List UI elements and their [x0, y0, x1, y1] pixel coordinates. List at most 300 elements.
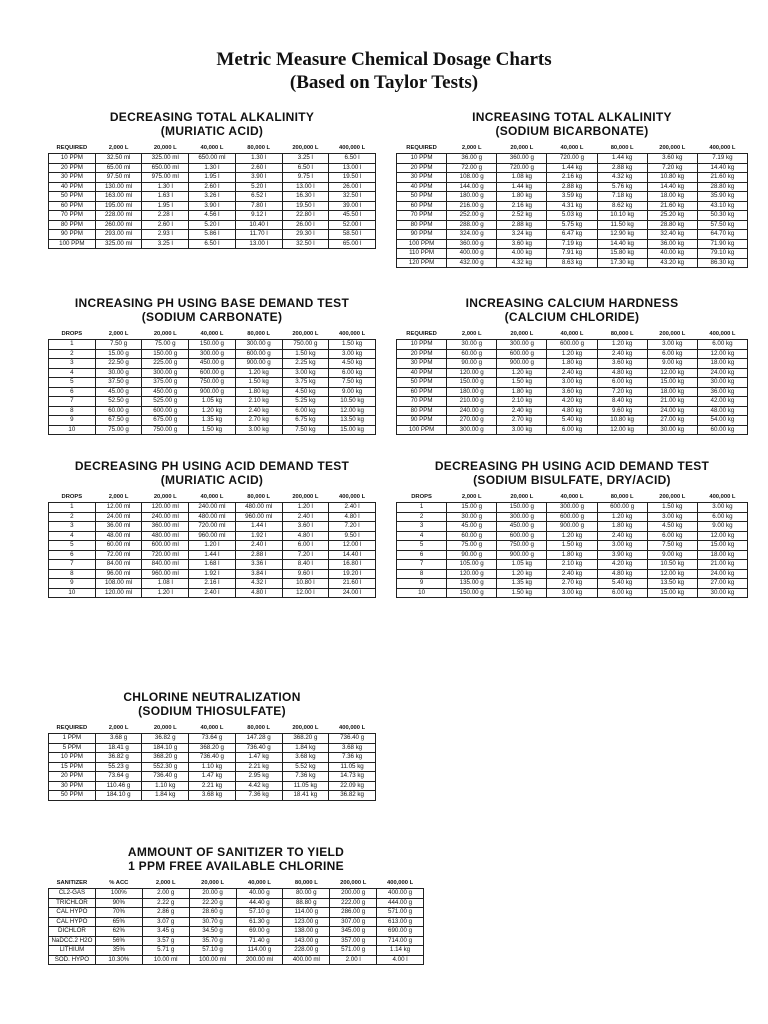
table-cell: 3.45 g [142, 927, 189, 937]
table-row [49, 762, 376, 772]
table-cell: 32.50 l [282, 239, 329, 249]
table-cell: 3.84 l [235, 569, 282, 579]
table-cell: 150.00 g [142, 349, 189, 359]
table-cell: 368.20 g [142, 753, 189, 763]
table-cell: 36.82 g [142, 734, 189, 744]
table-cell: 1.20 kg [597, 512, 647, 522]
table-cell: 360.00 g [447, 239, 497, 249]
table-cell: 4.50 kg [282, 387, 329, 397]
table-cell: 86.30 kg [697, 258, 747, 268]
table-cell: 1.50 kg [547, 541, 597, 551]
table-row [397, 239, 748, 249]
column-header: 400,000 L [709, 144, 736, 151]
table-cell: 300.00 g [235, 340, 282, 350]
table-cell: 240.00 ml [142, 512, 189, 522]
table-cell: 7.50 g [95, 340, 142, 350]
table-cell: 150.00 g [447, 378, 497, 388]
dosage-table [396, 142, 748, 268]
table-row [397, 249, 748, 259]
table-cell: 10.50 kg [329, 397, 376, 407]
column-header: REQUIRED [406, 330, 437, 337]
table-cell: 7.50 kg [329, 378, 376, 388]
table-cell: 1.80 kg [497, 192, 547, 202]
table-cell: 60.00 g [447, 531, 497, 541]
table-cell: NaDCC.2 H2O [49, 936, 96, 946]
section-decreasing-ph-muriatic [48, 459, 376, 598]
table-cell: 25.20 kg [647, 211, 697, 221]
table-cell: 39.00 l [329, 201, 376, 211]
column-header: 20,000 L [510, 493, 534, 500]
table-cell: 400.00 g [377, 889, 424, 899]
table-cell: 110 PPM [397, 249, 447, 259]
table-cell: 7.36 kg [282, 772, 329, 782]
section-title-line: (SODIUM THIOSULFATE) [138, 704, 286, 718]
table-row [49, 182, 376, 192]
table-cell: 3.60 kg [547, 387, 597, 397]
table-cell: 73.64 g [189, 734, 236, 744]
table-cell: 736.40 g [142, 772, 189, 782]
table-cell: 286.00 g [330, 908, 377, 918]
table-cell: 4 [397, 531, 447, 541]
table-cell: 45.50 l [329, 211, 376, 221]
table-cell: 3.90 l [235, 173, 282, 183]
column-header: 40,000 L [560, 330, 584, 337]
table-cell: 21.60 l [329, 579, 376, 589]
table-cell: 18.41 g [95, 743, 142, 753]
table-cell: 9.00 kg [697, 522, 747, 532]
table-cell: 34.50 g [189, 927, 236, 937]
section-title-line: (MURIATIC ACID) [160, 473, 264, 487]
table-row [397, 550, 748, 560]
table-cell: 36.00 ml [95, 522, 142, 532]
table-cell: 252.00 g [447, 211, 497, 221]
table-cell: 27.00 kg [647, 416, 697, 426]
table-cell: 80 PPM [397, 406, 447, 416]
table-cell: 552.30 g [142, 762, 189, 772]
table-cell: 100.00 ml [189, 955, 236, 965]
table-cell: 4.32 kg [597, 173, 647, 183]
table-cell: 7 [397, 560, 447, 570]
table-cell: 3.00 kg [329, 349, 376, 359]
table-cell: 900.00 g [497, 550, 547, 560]
table-cell: 5.75 kg [547, 220, 597, 230]
column-header: % ACC [109, 879, 129, 886]
table-cell: 1.10 kg [189, 762, 236, 772]
section-increasing-calcium-hardness [396, 296, 748, 435]
column-header: 40,000 L [247, 879, 271, 886]
table-cell: 18.00 kg [697, 359, 747, 369]
table-cell: 3 [49, 359, 96, 369]
table-cell: 14.73 kg [329, 772, 376, 782]
table-cell: 80 PPM [397, 220, 447, 230]
table-cell: 2 [49, 512, 96, 522]
column-header: 200,000 L [292, 330, 319, 337]
table-cell: 7.20 l [282, 550, 329, 560]
table-cell: 240.00 ml [189, 503, 236, 513]
table-cell: 150.00 g [497, 503, 547, 513]
table-cell: 97.50 ml [95, 173, 142, 183]
table-cell: 9.75 l [282, 173, 329, 183]
table-cell: 2.22 g [142, 898, 189, 908]
table-cell: 6.75 kg [282, 416, 329, 426]
table-cell: 7.19 kg [547, 239, 597, 249]
table-cell: 100 PPM [397, 239, 447, 249]
table-row [49, 588, 376, 598]
table-cell: 80.00 g [283, 889, 330, 899]
table-cell: 3.68 kg [189, 791, 236, 801]
table-cell: 19.50 l [329, 173, 376, 183]
table-cell: 900.00 g [497, 359, 547, 369]
section-title-line: DECREASING PH USING ACID DEMAND TEST [434, 459, 710, 473]
column-header: 40,000 L [560, 493, 584, 500]
table-row [49, 927, 424, 937]
table-cell: 3.90 kg [597, 550, 647, 560]
table-cell: 1.08 kg [497, 173, 547, 183]
column-header: 80,000 L [610, 144, 634, 151]
table-cell: 4.80 kg [597, 569, 647, 579]
table-cell: 1 [49, 340, 96, 350]
column-header: 80,000 L [610, 493, 634, 500]
table-cell: 84.00 ml [95, 560, 142, 570]
table-cell: 3.00 kg [497, 425, 547, 435]
table-cell: 324.00 g [447, 230, 497, 240]
table-cell: 200.00 g [330, 889, 377, 899]
table-cell: 1.47 kg [189, 772, 236, 782]
table-cell: 2.10 kg [235, 397, 282, 407]
table-cell: 14.40 l [329, 550, 376, 560]
column-header: 400,000 L [339, 493, 366, 500]
table-cell: 345.00 g [330, 927, 377, 937]
table-cell: 13.50 kg [647, 579, 697, 589]
table-cell: 300.00 g [497, 512, 547, 522]
column-header: 200,000 L [340, 879, 367, 886]
table-cell: 22.50 g [95, 359, 142, 369]
table-cell: 130.00 ml [95, 182, 142, 192]
table-cell: 1.92 l [189, 569, 236, 579]
table-cell: 1.92 l [235, 531, 282, 541]
table-cell: 9.60 kg [597, 406, 647, 416]
table-cell: 3.59 kg [547, 192, 597, 202]
table-cell: 3.68 kg [282, 753, 329, 763]
table-cell: 2.00 l [330, 955, 377, 965]
table-cell: 15.00 g [447, 503, 497, 513]
table-cell: 70 PPM [397, 397, 447, 407]
table-cell: 5.20 l [189, 220, 236, 230]
table-cell: 32.40 kg [647, 230, 697, 240]
table-cell: 144.00 g [447, 182, 497, 192]
table-row [397, 560, 748, 570]
table-header-row [49, 328, 376, 340]
table-cell: 10.30% [95, 955, 142, 965]
table-cell: 300.00 g [547, 503, 597, 513]
table-cell: 15.00 kg [329, 425, 376, 435]
table-row [49, 154, 376, 164]
table-cell: 56% [95, 936, 142, 946]
table-cell: 10.40 l [235, 220, 282, 230]
table-cell: 19.50 l [282, 201, 329, 211]
table-row [49, 541, 376, 551]
table-cell: 60 PPM [397, 387, 447, 397]
dosage-table [48, 328, 376, 435]
table-cell: 270.00 g [447, 416, 497, 426]
table-cell: 10.80 kg [597, 416, 647, 426]
table-cell: 1.05 kg [189, 397, 236, 407]
table-row [49, 946, 424, 956]
table-cell: 15.00 g [95, 349, 142, 359]
table-row [397, 368, 748, 378]
table-cell: 6.00 kg [597, 378, 647, 388]
table-cell: 1.84 kg [282, 743, 329, 753]
table-cell: 1.80 kg [597, 522, 647, 532]
table-row [49, 522, 376, 532]
table-row [49, 579, 376, 589]
column-header: 2,000 L [461, 330, 482, 337]
column-header: 200,000 L [292, 724, 319, 731]
column-header: 20,000 L [153, 330, 177, 337]
table-cell: 6 [49, 387, 96, 397]
table-cell: 1.44 kg [547, 163, 597, 173]
table-cell: TRICHLOR [49, 898, 96, 908]
column-header: 40,000 L [200, 330, 224, 337]
table-header-row [397, 491, 748, 503]
table-cell: 1.10 kg [142, 781, 189, 791]
table-cell: 600.00 g [597, 503, 647, 513]
table-cell: 90 PPM [397, 416, 447, 426]
table-cell: 400.00 ml [283, 955, 330, 965]
column-header: 80,000 L [247, 330, 271, 337]
column-header: 400,000 L [339, 330, 366, 337]
table-cell: 9.12 l [235, 211, 282, 221]
table-row [397, 416, 748, 426]
table-cell: 6.00 kg [697, 340, 747, 350]
table-row [49, 753, 376, 763]
table-cell: 228.00 ml [95, 211, 142, 221]
table-cell: 5.40 kg [547, 416, 597, 426]
table-row [49, 772, 376, 782]
table-cell: 5 [49, 378, 96, 388]
table-cell: 108.00 g [447, 173, 497, 183]
table-cell: 4.56 l [189, 211, 236, 221]
table-cell: 8.63 kg [547, 258, 597, 268]
table-cell: 1.63 l [142, 192, 189, 202]
table-cell: 368.20 g [282, 734, 329, 744]
table-cell: 42.00 kg [697, 397, 747, 407]
table-cell: 3.25 l [282, 154, 329, 164]
table-cell: 4.32 kg [497, 258, 547, 268]
table-cell: 36.00 kg [647, 239, 697, 249]
table-cell: 5 [397, 541, 447, 551]
table-cell: 3 [397, 522, 447, 532]
table-cell: 1.14 kg [377, 946, 424, 956]
column-header: 200,000 L [292, 144, 319, 151]
table-cell: 2.88 kg [497, 220, 547, 230]
table-cell: 18.00 kg [647, 387, 697, 397]
table-cell: 960.00 ml [142, 569, 189, 579]
table-cell: 5.52 kg [282, 762, 329, 772]
table-cell: 19.20 l [329, 569, 376, 579]
table-cell: 2.28 l [142, 211, 189, 221]
table-cell: 13.50 kg [329, 416, 376, 426]
table-cell: 120.00 ml [142, 503, 189, 513]
table-row [397, 201, 748, 211]
table-cell: 72.00 ml [95, 550, 142, 560]
section-title-line: CHLORINE NEUTRALIZATION [123, 690, 301, 704]
table-cell: 5.76 kg [597, 182, 647, 192]
table-cell: 21.60 kg [647, 201, 697, 211]
section-title [396, 110, 748, 138]
table-cell: 4.20 kg [597, 560, 647, 570]
table-cell: 30.00 kg [697, 378, 747, 388]
table-cell: 325.00 ml [142, 154, 189, 164]
table-cell: 135.00 g [447, 579, 497, 589]
table-cell: 40 PPM [397, 182, 447, 192]
table-cell: 2.60 l [235, 163, 282, 173]
table-header-row [49, 722, 376, 734]
table-cell: 58.50 l [329, 230, 376, 240]
table-cell: 61.30 g [236, 917, 283, 927]
table-cell: 600.00 g [189, 368, 236, 378]
table-row [49, 955, 424, 965]
table-cell: 3.60 kg [597, 359, 647, 369]
section-chlorine-neutralization [48, 690, 376, 801]
table-cell: 2.40 l [329, 503, 376, 513]
table-row [49, 378, 376, 388]
table-cell: 8.40 kg [597, 397, 647, 407]
table-cell: 736.40 g [235, 743, 282, 753]
table-cell: DICHLOR [49, 927, 96, 937]
table-cell: 720.00 g [547, 154, 597, 164]
table-cell: 14.40 kg [697, 163, 747, 173]
table-cell: 16.80 l [329, 560, 376, 570]
table-cell: 8 [49, 569, 96, 579]
table-cell: 5 PPM [49, 743, 96, 753]
table-cell: 3.26 l [189, 192, 236, 202]
table-cell: 400.00 g [447, 249, 497, 259]
table-cell: 60 PPM [49, 201, 96, 211]
table-cell: 1.20 l [189, 541, 236, 551]
table-cell: 714.00 g [377, 936, 424, 946]
table-row [49, 239, 376, 249]
section-increasing-ph-base-demand [48, 296, 376, 435]
table-cell: 12.00 kg [697, 531, 747, 541]
table-cell: 1.30 l [189, 163, 236, 173]
table-cell: 288.00 g [447, 220, 497, 230]
table-cell: 200.00 ml [236, 955, 283, 965]
table-cell: 9.00 kg [647, 550, 697, 560]
table-cell: 480.00 ml [142, 531, 189, 541]
section-increasing-total-alkalinity [396, 110, 748, 268]
table-cell: 195.00 ml [95, 201, 142, 211]
table-cell: 750.00 g [189, 378, 236, 388]
table-cell: 57.50 kg [697, 220, 747, 230]
table-cell: 650.00 ml [142, 163, 189, 173]
table-cell: 43.20 kg [647, 258, 697, 268]
table-cell: 444.00 g [377, 898, 424, 908]
table-cell: 1.50 kg [235, 378, 282, 388]
table-cell: 24.00 ml [95, 512, 142, 522]
table-cell: 6.47 kg [547, 230, 597, 240]
table-cell: 12.00 l [329, 541, 376, 551]
table-cell: 71.90 kg [697, 239, 747, 249]
table-cell: 32.50 l [329, 192, 376, 202]
table-row [49, 230, 376, 240]
table-cell: 1.20 kg [189, 406, 236, 416]
table-cell: 28.80 kg [697, 182, 747, 192]
table-cell: 90 PPM [397, 230, 447, 240]
table-cell: 4.32 l [235, 579, 282, 589]
table-cell: 216.00 g [447, 201, 497, 211]
table-row [49, 743, 376, 753]
page-title [0, 48, 768, 94]
table-cell: 60.00 g [95, 406, 142, 416]
table-cell: 650.00 ml [189, 154, 236, 164]
column-header: 2,000 L [461, 144, 482, 151]
section-title-line: (SODIUM CARBONATE) [141, 310, 283, 324]
table-cell: 22.09 kg [329, 781, 376, 791]
table-cell: 36.82 g [95, 753, 142, 763]
table-cell: 10.50 kg [647, 560, 697, 570]
table-cell: 750.00 g [497, 541, 547, 551]
table-cell: 6.00 kg [647, 531, 697, 541]
table-cell: 571.00 g [330, 946, 377, 956]
column-header: REQUIRED [56, 724, 88, 731]
table-cell: 960.00 ml [189, 531, 236, 541]
table-cell: 2.40 l [235, 541, 282, 551]
column-header: 20,000 L [510, 330, 534, 337]
table-cell: 27.00 kg [697, 579, 747, 589]
table-cell: 90.00 g [447, 550, 497, 560]
table-cell: 2.95 kg [235, 772, 282, 782]
table-cell: 2 [397, 512, 447, 522]
table-cell: 90 PPM [49, 230, 96, 240]
table-row [49, 368, 376, 378]
section-title-line: DECREASING TOTAL ALKALINITY [109, 110, 315, 124]
table-row [397, 522, 748, 532]
table-cell: 960.00 ml [235, 512, 282, 522]
column-header: 20,000 L [510, 144, 534, 151]
table-cell: 2.16 kg [497, 201, 547, 211]
table-cell: 1.08 l [142, 579, 189, 589]
table-row [49, 192, 376, 202]
table-row [397, 541, 748, 551]
table-cell: 100% [95, 889, 142, 899]
table-cell: 48.00 kg [697, 406, 747, 416]
table-cell: 40 PPM [49, 182, 96, 192]
table-cell: 750.00 g [142, 425, 189, 435]
table-cell: 65% [95, 917, 142, 927]
table-cell: 1.30 l [142, 182, 189, 192]
table-row [397, 182, 748, 192]
table-cell: 3.00 kg [547, 378, 597, 388]
table-cell: 43.10 kg [697, 201, 747, 211]
table-cell: 2.21 kg [189, 781, 236, 791]
table-cell: 6.00 kg [697, 512, 747, 522]
table-cell: 1.95 l [142, 201, 189, 211]
table-cell: 54.00 kg [697, 416, 747, 426]
table-cell: 88.80 g [283, 898, 330, 908]
table-row [49, 531, 376, 541]
table-row [49, 734, 376, 744]
table-cell: 1.20 l [282, 503, 329, 513]
table-cell: 900.00 g [235, 359, 282, 369]
table-cell: 228.00 g [283, 946, 330, 956]
table-cell: 50 PPM [49, 791, 96, 801]
table-cell: 975.00 ml [142, 173, 189, 183]
table-cell: 3.25 l [142, 239, 189, 249]
table-cell: 1.80 kg [497, 387, 547, 397]
column-header: DROPS [61, 493, 83, 500]
table-cell: 4.80 kg [547, 406, 597, 416]
